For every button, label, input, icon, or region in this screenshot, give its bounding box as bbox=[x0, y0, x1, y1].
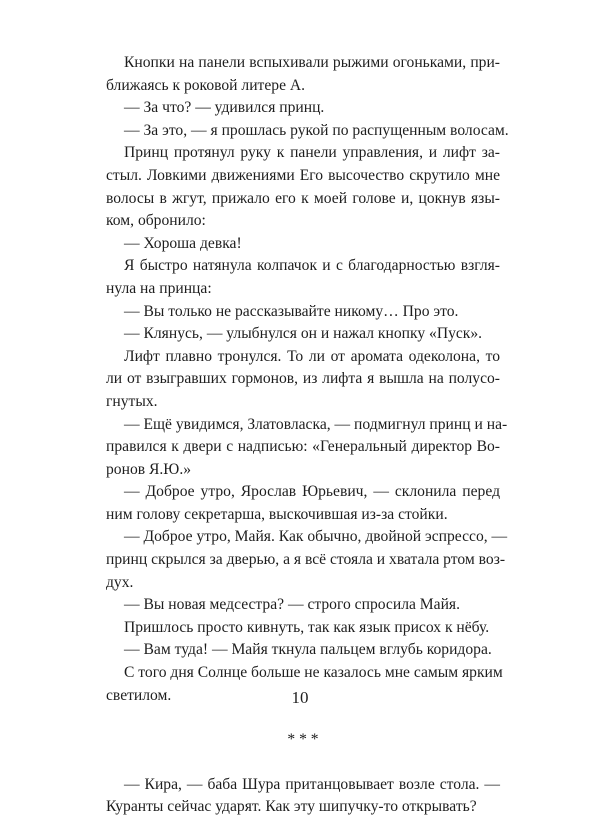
text-line: — Доброе утро, Майя. Как обычно, двойной эспрессо, — bbox=[124, 528, 508, 546]
text-line: Я быстро натянула колпачок и с благодарностью взгля- bbox=[124, 257, 500, 275]
text-line: ком, обронило: bbox=[106, 212, 206, 230]
text-line: — Вы новая медсестра? — строго спросила Майя. bbox=[124, 596, 460, 614]
text-line: Пришлось просто кивнуть, так как язык присох к нёбу. bbox=[124, 618, 490, 636]
text-line: — Вы только не рассказывайте никому… Про это. bbox=[124, 302, 459, 320]
text-line: дух. bbox=[106, 573, 134, 591]
text-line: — За это, — я прошлась рукой по распущенным волосам. bbox=[124, 121, 509, 139]
text-line: ним голову секретарша, выскочившая из-за стойки. bbox=[106, 505, 448, 523]
text-line: — Хороша девка! bbox=[124, 234, 242, 252]
text-line: светилом. bbox=[106, 686, 172, 704]
text-line: — Кира, — баба Шура пританцовывает возле стола. — bbox=[124, 775, 500, 793]
text-line: гнутых. bbox=[106, 392, 158, 410]
text-line: Лифт плавно тронулся. То ли от аромата одеколона, то bbox=[124, 347, 500, 365]
page-number: 10 bbox=[291, 688, 309, 707]
text-line: Кнопки на панели вспыхивали рыжими огоньками, при- bbox=[124, 54, 500, 71]
section-gap bbox=[106, 707, 500, 729]
text-line: — За что? — удивился принц. bbox=[124, 99, 325, 117]
section-gap bbox=[106, 752, 500, 774]
text-line: — Клянусь, — улыбнулся он и нажал кнопку «Пуск». bbox=[124, 325, 483, 343]
text-line: нула на принца: bbox=[106, 279, 212, 297]
text-line: Принц протянул руку к панели управления, и лифт за- bbox=[124, 144, 500, 162]
text-line: — Доброе утро, Ярослав Юрьевич, — склонила перед bbox=[124, 483, 500, 501]
text-line: С того дня Солнце больше не казалось мне самым ярким bbox=[124, 664, 503, 682]
text-line: ли от взыгравших гормонов, из лифта я вышла на полусо- bbox=[106, 370, 500, 388]
text-line: волосы в жгут, прижало его к моей голове и, цокнув язы- bbox=[106, 189, 500, 207]
text-line: — Ещё увидимся, Златовласка, — подмигнул принц и на- bbox=[124, 415, 508, 433]
text-line: правился к двери с надписью: «Генеральный директор Во- bbox=[106, 438, 500, 456]
text-line: Куранты сейчас ударят. Как эту шипучку-то открывать? bbox=[106, 798, 477, 816]
text-line: ронов Я.Ю.» bbox=[106, 460, 192, 478]
section-break: * * * bbox=[287, 731, 319, 749]
text-line: принц скрылся за дверью, а я всё стояла и хватала ртом воз- bbox=[106, 551, 506, 569]
text-line: — Вам туда! — Майя ткнула пальцем вглубь коридора. bbox=[124, 641, 492, 659]
text-line: стыл. Ловкими движениями Его высочество скрутило мне bbox=[106, 166, 500, 184]
text-line: ближаясь к роковой литере А. bbox=[106, 76, 306, 94]
